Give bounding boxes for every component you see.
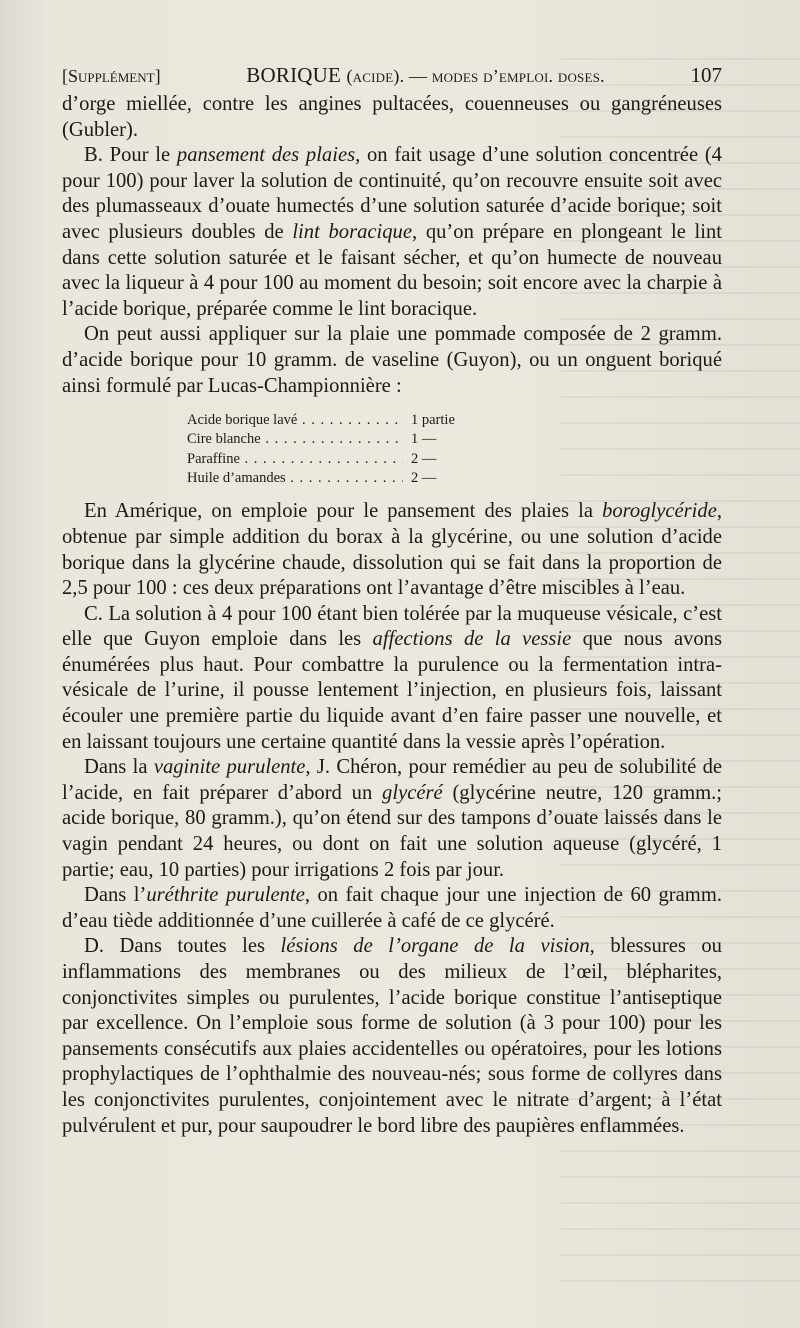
running-head-title: [246, 60, 604, 91]
text-run: En Amérique, on emploie pour le pansement des plaies la: [84, 500, 603, 523]
recipe-quantity: 2 —: [411, 470, 437, 487]
italic-term: glycéré: [382, 781, 443, 804]
text-run: que nous avons énumérées plus haut. Pour combattre la purulence ou la fermentation intra-vésicale de l’urine, il pousse lentement l’injection, en plusieurs fois, laissant écouler une première partie du liquide avant d’en faire passer une nouvelle, et en laissant toujours une certaine quantité dans la vessie après l’opération.: [62, 628, 722, 753]
paragraph-continued: d’orge miellée, contre les angines pultacées, couenneuses ou gangréneuses (Gubler).: [62, 93, 722, 141]
recipe-quantity: 1 —: [411, 431, 437, 448]
body-text: [62, 92, 722, 1139]
italic-term: uréthrite purulente: [146, 884, 305, 907]
recipe-quantity: 1 partie: [411, 412, 455, 429]
running-head-title-rest: — modes d’emploi. doses.: [404, 66, 605, 86]
text-run: , J. Chéron, pour remédier au peu de solubilité de l’acide, en fait préparer d’abord un: [62, 756, 722, 804]
text-run: (glycérine neutre, 120 gramm.; acide borique, 80 gramm.), qu’on étend sur des tampons d’ouate laissés dans le vagin pendant 24 heures, ou dont on fait une solution aqueuse (glycéré, 1 partie; eau, 10 parties) pour irrigations 2 fois par jour.: [62, 781, 722, 881]
recipe-ingredient: Cire blanche . . .: [187, 430, 403, 449]
text-run: B. Pour le: [84, 144, 177, 167]
italic-term: lésions de l’organe de la vision: [280, 935, 590, 958]
recipe-ingredient: Acide borique lavé . . .: [187, 411, 403, 430]
text-run: , on fait usage d’une solution concentrée (4 pour 100) pour laver la solution de continuité, qu’on recouvre ensuite soit avec des plumasseaux d’ouate humectés d’une solution saturée d’acide borique; soit avec plusieurs doubles de: [62, 144, 722, 243]
recipe-row: [187, 430, 477, 449]
paragraph-urethrite: [62, 883, 722, 934]
running-head-title-paren: (acide).: [346, 66, 405, 86]
text-run: , blessures ou inflammations des membranes ou des milieux de l’œil, blépharites, conjonctivites simples ou purulentes, l’acide borique constitue l’antiseptique par excellence. On l’emploie sous forme de solution (à 3 pour 100) pour les pansements consécutifs aux plaies accidentelles ou opératoires, pour les lotions prophylactiques de l’ophthalmie des nouveau-nés; sous forme de collyres dans les conjonctivites purulentes, conjointement avec le nitrate d’argent; à l’état pulvérulent et pur, pour saupoudrer le bord libre des paupières enflammées.: [62, 935, 722, 1137]
paragraph-pommade: On peut aussi appliquer sur la plaie une pommade composée de 2 gramm. d’acide borique pour 10 gramm. de vaseline (Guyon), ou un onguent boriqué ainsi formulé par Lucas-Championnière :: [62, 323, 722, 397]
running-head: [62, 60, 722, 90]
text-run: , on fait chaque jour une injection de 60 gramm. d’eau tiède additionnée d’une cuillerée à café de ce glycéré.: [62, 884, 722, 932]
text-run: Dans la: [84, 756, 154, 779]
text-run: Dans l’: [84, 884, 147, 907]
paragraph-amerique: [62, 499, 722, 601]
italic-term: lint boracique: [292, 220, 412, 243]
running-head-section: [Supplément]: [62, 66, 161, 86]
recipe-ingredient: Paraffine . . .: [187, 450, 403, 469]
recipe-table: [187, 411, 477, 488]
paragraph-vessie: [62, 602, 722, 756]
paragraph-pansement-plaies: [62, 143, 722, 322]
recipe-quantity: 2 —: [411, 450, 437, 467]
italic-term: vaginite purulente: [153, 756, 306, 779]
recipe-row: [187, 469, 477, 488]
recipe-row: [187, 450, 477, 469]
text-run: , obtenue par simple addition du borax à la glycérine, ou une solution d’acide borique dans la glycérine chaude, dissolution qui se fait dans la proportion de 2,5 pour 100 : ces deux préparations ont l’avantage d’être miscibles à l’eau.: [62, 500, 722, 600]
text-run: , qu’on prépare en plongeant le lint dans cette solution saturée et le faisant sécher, et qu’on humecte de nouveau avec la liqueur à 4 pour 100 au moment du besoin; soit encore avec la charpie à l’acide borique, préparée comme le lint boracique.: [62, 220, 722, 320]
recipe-ingredient: Huile d’amandes . . .: [187, 469, 403, 488]
italic-term: pansement des plaies: [176, 144, 356, 167]
italic-term: affections de la vessie: [372, 628, 572, 651]
italic-term: boroglycéride: [602, 500, 717, 523]
paragraph-vision: [62, 934, 722, 1139]
text-run: D. Dans toutes les: [84, 935, 281, 958]
text-run: C. La solution à 4 pour 100 étant bien tolérée par la muqueuse vésicale, c’est elle que Guyon emploie dans les: [62, 602, 722, 651]
running-head-title-main: BORIQUE: [246, 63, 342, 87]
page-number: 107: [690, 63, 722, 87]
paragraph-vaginite: [62, 755, 722, 883]
recipe-row: [187, 411, 477, 430]
